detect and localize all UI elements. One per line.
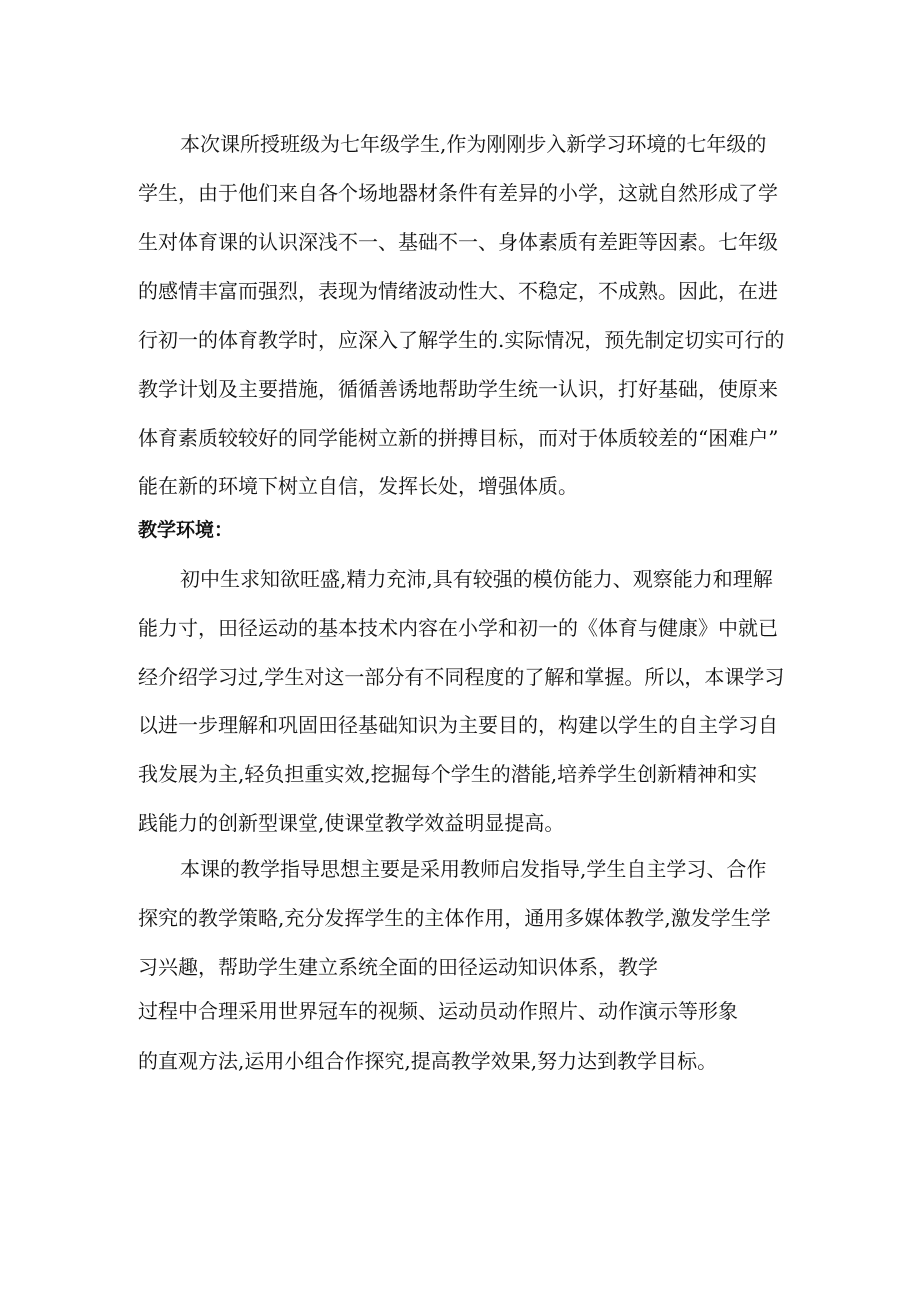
paragraph2-line-4: 以进一步理解和巩固田径基础知识为主要目的，构建以学生的自主学习自: [138, 713, 778, 737]
paragraph3-line-2: 探究的教学策略,充分发挥学生的主体作用，通用多媒体教学,激发学生学: [138, 906, 771, 930]
paragraph2-line-2: 能力寸，田径运动的基本技术内容在小学和初一的《体育与健康》中就已: [138, 616, 778, 640]
paragraph3-line-3: 习兴趣，帮助学生建立系统全面的田径运动知识体系，教学: [138, 955, 658, 979]
paragraph1-line-3: 生对体育课的认识深浅不一、基础不一、身体素质有差距等因素。七年级: [138, 230, 778, 254]
paragraph1-line-7: 体育素质较较好的同学能树立新的拼搏目标，而对于体质较差的“困难户”: [138, 426, 779, 450]
paragraph2-line-5: 我发展为主,轻负担重实效,挖掘每个学生的潜能,培养学生创新精神和实: [138, 762, 758, 786]
paragraph2-line-3: 经介绍学习过,学生对这一部分有不同程度的了解和掌握。所以，本课学习: [138, 665, 785, 689]
paragraph2-line-1: 初中生求知欲旺盛,精力充沛,具有较强的模仿能力、观察能力和理解: [180, 567, 773, 591]
paragraph3-line-5: 的直观方法,运用小组合作探究,提高教学效果,努力达到教学目标。: [138, 1049, 718, 1073]
paragraph3-line-4: 过程中合理采用世界冠车的视频、运动员动作照片、动作演示等形象: [138, 999, 738, 1023]
paragraph1-line-2: 学生，由于他们来自各个场地器材条件有差异的小学，这就自然形成了学: [138, 181, 778, 205]
paragraph1-line-1: 本次课所授班级为七年级学生,作为刚刚步入新学习环境的七年级的: [180, 132, 767, 156]
paragraph1-line-8: 能在新的环境下树立自信，发挥长处，增强体质。: [138, 474, 578, 498]
paragraph2-line-6: 践能力的创新型课堂,使课堂教学效益明显提高。: [138, 811, 565, 835]
paragraph1-line-4: 的感情丰富而强烈，表现为情绪波动性大、不稳定，不成熟。因此，在进: [138, 279, 778, 303]
section-heading: 教学环境：: [138, 519, 234, 541]
paragraph3-line-1: 本课的教学指导思想主要是采用教师启发指导,学生自主学习、合作: [180, 857, 767, 881]
paragraph1-line-6: 教学计划及主要措施，循循善诱地帮助学生统一认识，打好基础，使原来: [138, 377, 778, 401]
paragraph1-line-5: 行初一的体育教学时，应深入了解学生的.实际情况，预先制定切实可行的: [138, 328, 785, 352]
